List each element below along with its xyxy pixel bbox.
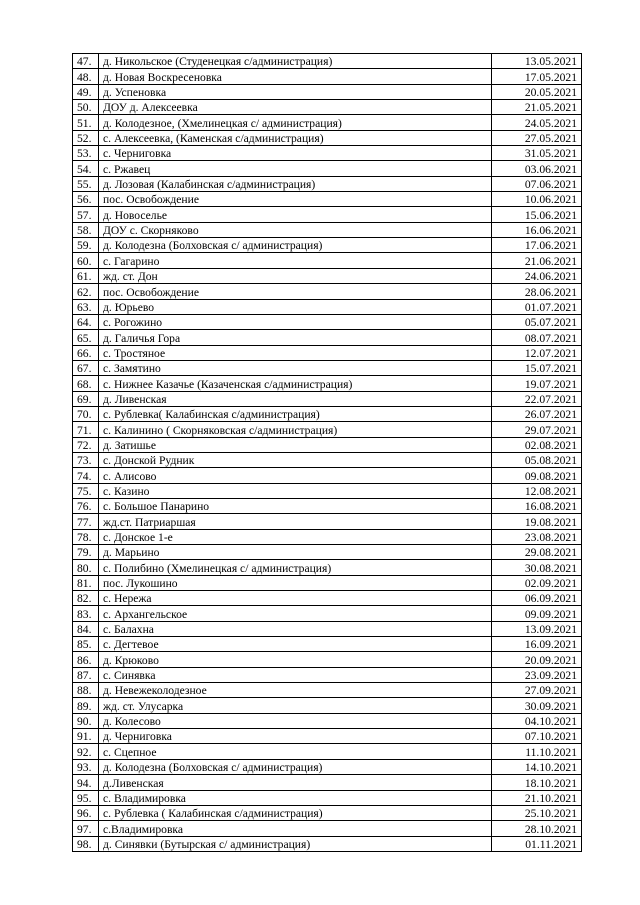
table-row [73,545,582,560]
date-cell: 05.08.2021 [492,452,582,467]
location-cell: д. Невежеколодезное [99,683,492,698]
location-cell: д. Крюково [99,652,492,667]
row-number-cell: 51. [73,115,99,130]
table-row [73,268,582,283]
location-cell: д. Колесово [99,713,492,728]
location-cell: д. Ливенская [99,391,492,406]
table-row [73,483,582,498]
table-row [73,652,582,667]
table-row [73,452,582,467]
date-cell: 28.10.2021 [492,821,582,836]
location-cell: ДОУ с. Скорняково [99,222,492,237]
row-number-cell: 52. [73,130,99,145]
table-row [73,330,582,345]
row-number-cell: 91. [73,729,99,744]
date-cell: 26.07.2021 [492,406,582,421]
location-cell: пос. Освобождение [99,284,492,299]
row-number-cell: 57. [73,207,99,222]
row-number-cell: 48. [73,69,99,84]
date-cell: 01.07.2021 [492,299,582,314]
location-cell: с. Рогожино [99,314,492,329]
row-number-cell: 98. [73,836,99,851]
table-row [73,775,582,790]
date-cell: 24.05.2021 [492,115,582,130]
row-number-cell: 76. [73,498,99,513]
table-row [73,299,582,314]
table-row [73,115,582,130]
row-number-cell: 65. [73,330,99,345]
row-number-cell: 78. [73,529,99,544]
table-row [73,222,582,237]
location-cell: с. Рублевка( Калабинская с/администрация) [99,406,492,421]
row-number-cell: 77. [73,514,99,529]
location-cell: с. Нижнее Казачье (Казаченская с/администрация) [99,376,492,391]
location-cell: с. Сцепное [99,744,492,759]
row-number-cell: 53. [73,146,99,161]
table-row [73,529,582,544]
row-number-cell: 95. [73,790,99,805]
table-row [73,146,582,161]
table-row [73,54,582,69]
table-row [73,560,582,575]
location-cell: д. Галичья Гора [99,330,492,345]
location-cell: жд. ст. Улусарка [99,698,492,713]
table-row [73,591,582,606]
row-number-cell: 89. [73,698,99,713]
location-cell: пос. Лукошино [99,575,492,590]
table-row [73,621,582,636]
table-row [73,637,582,652]
row-number-cell: 86. [73,652,99,667]
table-row [73,683,582,698]
table-row [73,238,582,253]
date-cell: 17.05.2021 [492,69,582,84]
location-cell: с. Ржавец [99,161,492,176]
location-cell: жд. ст. Дон [99,268,492,283]
table-row [73,161,582,176]
date-cell: 02.09.2021 [492,575,582,590]
row-number-cell: 80. [73,560,99,575]
date-cell: 09.09.2021 [492,606,582,621]
location-cell: д. Колодезна (Болховская с/ администрация) [99,238,492,253]
row-number-cell: 64. [73,314,99,329]
table-row [73,130,582,145]
location-cell: д. Лозовая (Калабинская с/администрация) [99,176,492,191]
location-cell: д. Никольское (Студенецкая с/администрация) [99,54,492,69]
row-number-cell: 67. [73,360,99,375]
date-cell: 23.09.2021 [492,667,582,682]
table-row [73,84,582,99]
table-row [73,284,582,299]
table-row [73,575,582,590]
location-cell: с. Гагарино [99,253,492,268]
row-number-cell: 81. [73,575,99,590]
date-cell: 17.06.2021 [492,238,582,253]
table-row [73,729,582,744]
date-cell: 15.06.2021 [492,207,582,222]
table-row [73,69,582,84]
date-cell: 15.07.2021 [492,360,582,375]
table-row [73,759,582,774]
row-number-cell: 97. [73,821,99,836]
table-row [73,821,582,836]
table-row [73,744,582,759]
row-number-cell: 68. [73,376,99,391]
date-cell: 27.05.2021 [492,130,582,145]
location-cell: с. Архангельское [99,606,492,621]
date-cell: 13.09.2021 [492,621,582,636]
location-cell: с. Полибино (Хмелинецкая с/ администрация) [99,560,492,575]
table-row [73,713,582,728]
date-cell: 29.07.2021 [492,422,582,437]
date-cell: 27.09.2021 [492,683,582,698]
date-cell: 22.07.2021 [492,391,582,406]
table-row [73,345,582,360]
date-cell: 16.06.2021 [492,222,582,237]
location-cell: с. Замятино [99,360,492,375]
date-cell: 30.08.2021 [492,560,582,575]
date-cell: 21.05.2021 [492,100,582,115]
row-number-cell: 75. [73,483,99,498]
location-cell: ДОУ д. Алексеевка [99,100,492,115]
date-cell: 06.09.2021 [492,591,582,606]
location-cell: д. Новоселье [99,207,492,222]
table-row [73,192,582,207]
row-number-cell: 96. [73,805,99,820]
date-cell: 23.08.2021 [492,529,582,544]
row-number-cell: 85. [73,637,99,652]
date-cell: 28.06.2021 [492,284,582,299]
date-cell: 12.07.2021 [492,345,582,360]
location-cell: с. Донское 1-е [99,529,492,544]
date-cell: 16.08.2021 [492,498,582,513]
row-number-cell: 58. [73,222,99,237]
table-row [73,498,582,513]
location-cell: д. Затишье [99,437,492,452]
row-number-cell: 50. [73,100,99,115]
table-row [73,667,582,682]
table-row [73,422,582,437]
location-cell: с. Донской Рудник [99,452,492,467]
location-cell: д. Синявки (Бутырская с/ администрация) [99,836,492,851]
date-cell: 20.05.2021 [492,84,582,99]
row-number-cell: 69. [73,391,99,406]
location-cell: с. Алисово [99,468,492,483]
date-cell: 31.05.2021 [492,146,582,161]
date-cell: 20.09.2021 [492,652,582,667]
date-cell: 14.10.2021 [492,759,582,774]
location-cell: пос. Освобождение [99,192,492,207]
table-row [73,360,582,375]
location-cell: с. Синявка [99,667,492,682]
table-row [73,391,582,406]
date-cell: 19.07.2021 [492,376,582,391]
date-cell: 18.10.2021 [492,775,582,790]
date-cell: 08.07.2021 [492,330,582,345]
table-row [73,805,582,820]
row-number-cell: 84. [73,621,99,636]
row-number-cell: 59. [73,238,99,253]
table-row [73,314,582,329]
row-number-cell: 62. [73,284,99,299]
table-row [73,176,582,191]
row-number-cell: 71. [73,422,99,437]
date-cell: 16.09.2021 [492,637,582,652]
date-cell: 07.10.2021 [492,729,582,744]
row-number-cell: 55. [73,176,99,191]
row-number-cell: 94. [73,775,99,790]
table-row [73,406,582,421]
row-number-cell: 54. [73,161,99,176]
row-number-cell: 70. [73,406,99,421]
location-cell: с. Черниговка [99,146,492,161]
location-cell: с.Владимировка [99,821,492,836]
date-cell: 02.08.2021 [492,437,582,452]
table-row [73,514,582,529]
row-number-cell: 93. [73,759,99,774]
schedule-table [72,53,582,852]
table-row [73,207,582,222]
row-number-cell: 73. [73,452,99,467]
table-row [73,790,582,805]
table-row [73,836,582,851]
row-number-cell: 92. [73,744,99,759]
location-cell: д. Успеновка [99,84,492,99]
table-row [73,376,582,391]
date-cell: 19.08.2021 [492,514,582,529]
date-cell: 09.08.2021 [492,468,582,483]
date-cell: 03.06.2021 [492,161,582,176]
location-cell: д. Колодезна (Болховская с/ администрация) [99,759,492,774]
row-number-cell: 47. [73,54,99,69]
location-cell: с. Дегтевое [99,637,492,652]
location-cell: с. Нережа [99,591,492,606]
location-cell: с. Большое Панарино [99,498,492,513]
row-number-cell: 66. [73,345,99,360]
location-cell: д. Марьино [99,545,492,560]
location-cell: д. Колодезное, (Хмелинецкая с/ администрация) [99,115,492,130]
row-number-cell: 56. [73,192,99,207]
table-row [73,437,582,452]
row-number-cell: 79. [73,545,99,560]
location-cell: д. Черниговка [99,729,492,744]
date-cell: 21.06.2021 [492,253,582,268]
location-cell: с. Казино [99,483,492,498]
table-row [73,253,582,268]
row-number-cell: 49. [73,84,99,99]
date-cell: 21.10.2021 [492,790,582,805]
row-number-cell: 74. [73,468,99,483]
schedule-table-body [73,54,582,852]
location-cell: с. Тростяное [99,345,492,360]
row-number-cell: 63. [73,299,99,314]
location-cell: с. Рублевка ( Калабинская с/администрация) [99,805,492,820]
date-cell: 24.06.2021 [492,268,582,283]
date-cell: 07.06.2021 [492,176,582,191]
date-cell: 05.07.2021 [492,314,582,329]
location-cell: жд.ст. Патриаршая [99,514,492,529]
row-number-cell: 82. [73,591,99,606]
table-row [73,698,582,713]
row-number-cell: 61. [73,268,99,283]
date-cell: 10.06.2021 [492,192,582,207]
row-number-cell: 87. [73,667,99,682]
row-number-cell: 60. [73,253,99,268]
location-cell: с. Калинино ( Скорняковская с/администрация) [99,422,492,437]
location-cell: с. Владимировка [99,790,492,805]
date-cell: 01.11.2021 [492,836,582,851]
date-cell: 30.09.2021 [492,698,582,713]
date-cell: 13.05.2021 [492,54,582,69]
date-cell: 04.10.2021 [492,713,582,728]
row-number-cell: 72. [73,437,99,452]
table-row [73,100,582,115]
location-cell: д. Новая Воскресеновка [99,69,492,84]
table-row [73,468,582,483]
location-cell: д. Юрьево [99,299,492,314]
table-row [73,606,582,621]
date-cell: 29.08.2021 [492,545,582,560]
row-number-cell: 83. [73,606,99,621]
location-cell: с. Алексеевка, (Каменская с/администрация) [99,130,492,145]
date-cell: 11.10.2021 [492,744,582,759]
location-cell: с. Балахна [99,621,492,636]
location-cell: д.Ливенская [99,775,492,790]
date-cell: 25.10.2021 [492,805,582,820]
date-cell: 12.08.2021 [492,483,582,498]
row-number-cell: 90. [73,713,99,728]
row-number-cell: 88. [73,683,99,698]
